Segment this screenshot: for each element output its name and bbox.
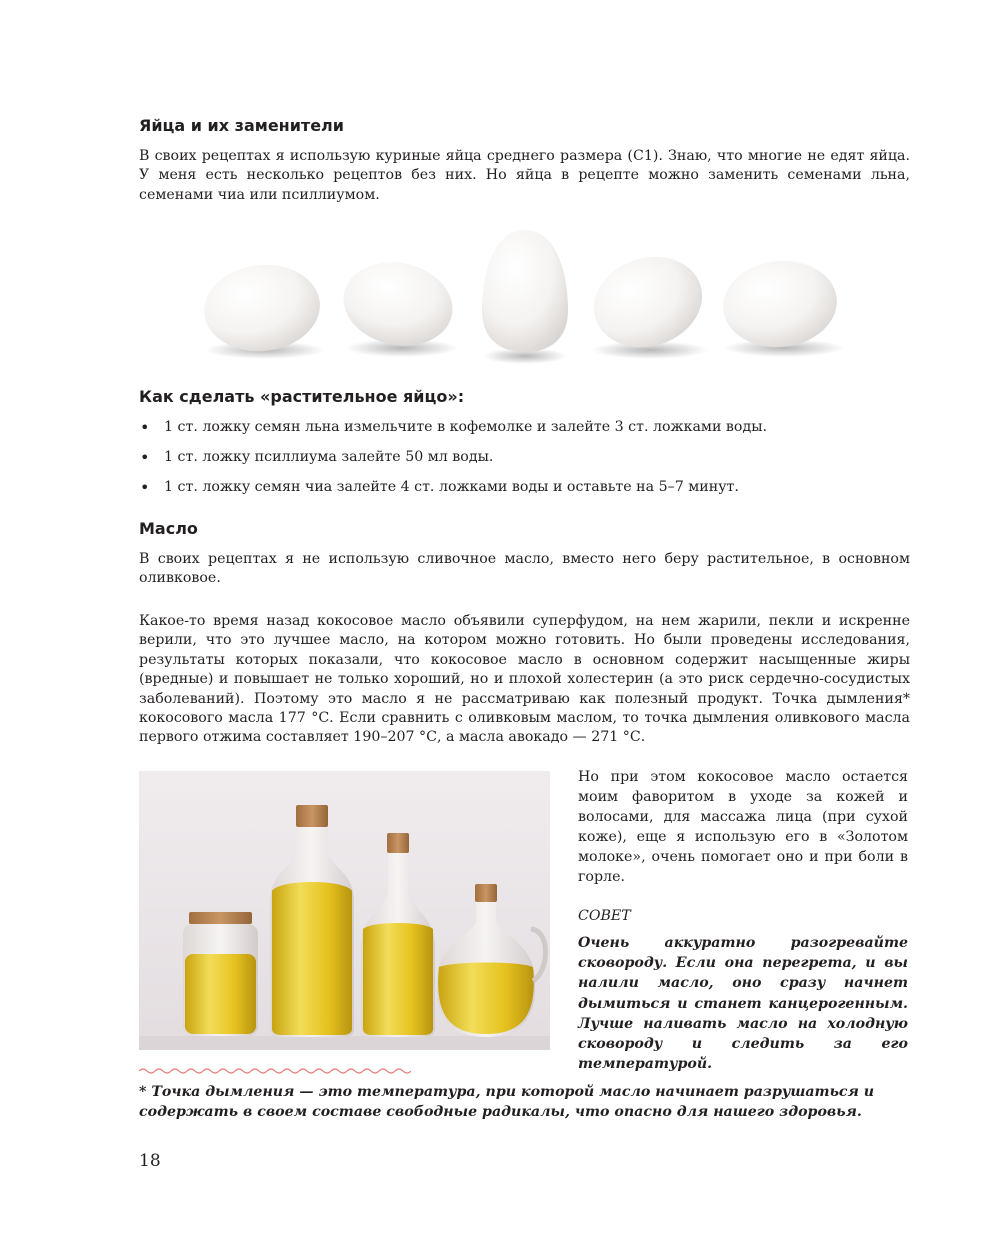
tip-text: Очень аккуратно разогревайте сковороду. Если она перегрета, и вы налили масло, оно сразу начнет дымиться и станет канцерогенным. Лучше наливать масло на холодную сковороду и следить за его температурой. [578, 935, 908, 1073]
eggs-illustration [190, 222, 850, 392]
list-item: • 1 ст. ложку семян льна измельчите в кофемолке и залейте 3 ст. ложками воды. [140, 418, 910, 437]
egg-4 [582, 243, 714, 361]
eggs-heading: Яйца и их заменители [139, 116, 344, 135]
egg-5 [719, 255, 844, 357]
oil-paragraph-2: Какое-то время назад кокосовое масло объявили суперфудом, на нем жарили, пекли и искренне верили, что это лучшее масло, на котором можно готовить. Но были проведены исследования, результаты которых показали, что кокосовое масло в основном содержит насыщенные жиры (вредные) и повышает не только хороший, но и плохой холестерин (а это риск сердечно-сосудистых заболеваний). Поэтому это масло я не рассматриваю как полезный продукт. Точка дымления* кокосового масла 177 °С. Если сравнить с оливковым маслом, то точка дымления оливкового масла первого отжима составляет 190–207 °С, а масла авокадо — 271 °С. [139, 613, 910, 746]
wavy-divider [139, 1066, 411, 1076]
side-column [578, 767, 908, 1074]
list-item: • 1 ст. ложку семян чиа залейте 4 ст. ложками воды и оставьте на 5–7 минут. [140, 478, 910, 497]
vegetable-egg-heading: Как сделать «растительное яйцо»: [139, 387, 465, 406]
coconut-oil-paragraph: Но при этом кокосовое масло остается моим фаворитом в уходе за кожей и волосами, для массажа лица (при сухой коже), еще я использую его в «Золотом молоке», очень помогает оно и при боли в горле. [578, 769, 908, 885]
oil-jar [183, 912, 258, 1036]
egg-3 [482, 230, 568, 364]
list-item: • 1 ст. ложку псиллиума залейте 50 мл воды. [140, 448, 910, 467]
oil-bottles-photo [139, 771, 550, 1050]
egg-2 [336, 252, 461, 357]
egg-1 [200, 259, 325, 359]
oil-paragraph-1: В своих рецептах я не использую сливочное масло, вместо него беру растительное, в основном оливковое. [139, 551, 910, 587]
footnote: * Точка дымления — это температура, при которой масло начинает разрушаться и содержать в своем составе свободные радикалы, что опасно для нашего здоровья. [139, 1084, 875, 1120]
eggs-paragraph: В своих рецептах я использую куриные яйца среднего размера (С1). Знаю, что многие не едят яйца. У меня есть несколько рецептов без них. Но яйца в рецепте можно заменить семенами льна, семенами чиа или псиллиумом. [139, 148, 910, 203]
tip-title: СОВЕТ [578, 908, 631, 924]
vegetable-egg-list [140, 418, 910, 508]
oil-heading: Масло [139, 519, 198, 538]
page-number: 18 [139, 1151, 161, 1171]
